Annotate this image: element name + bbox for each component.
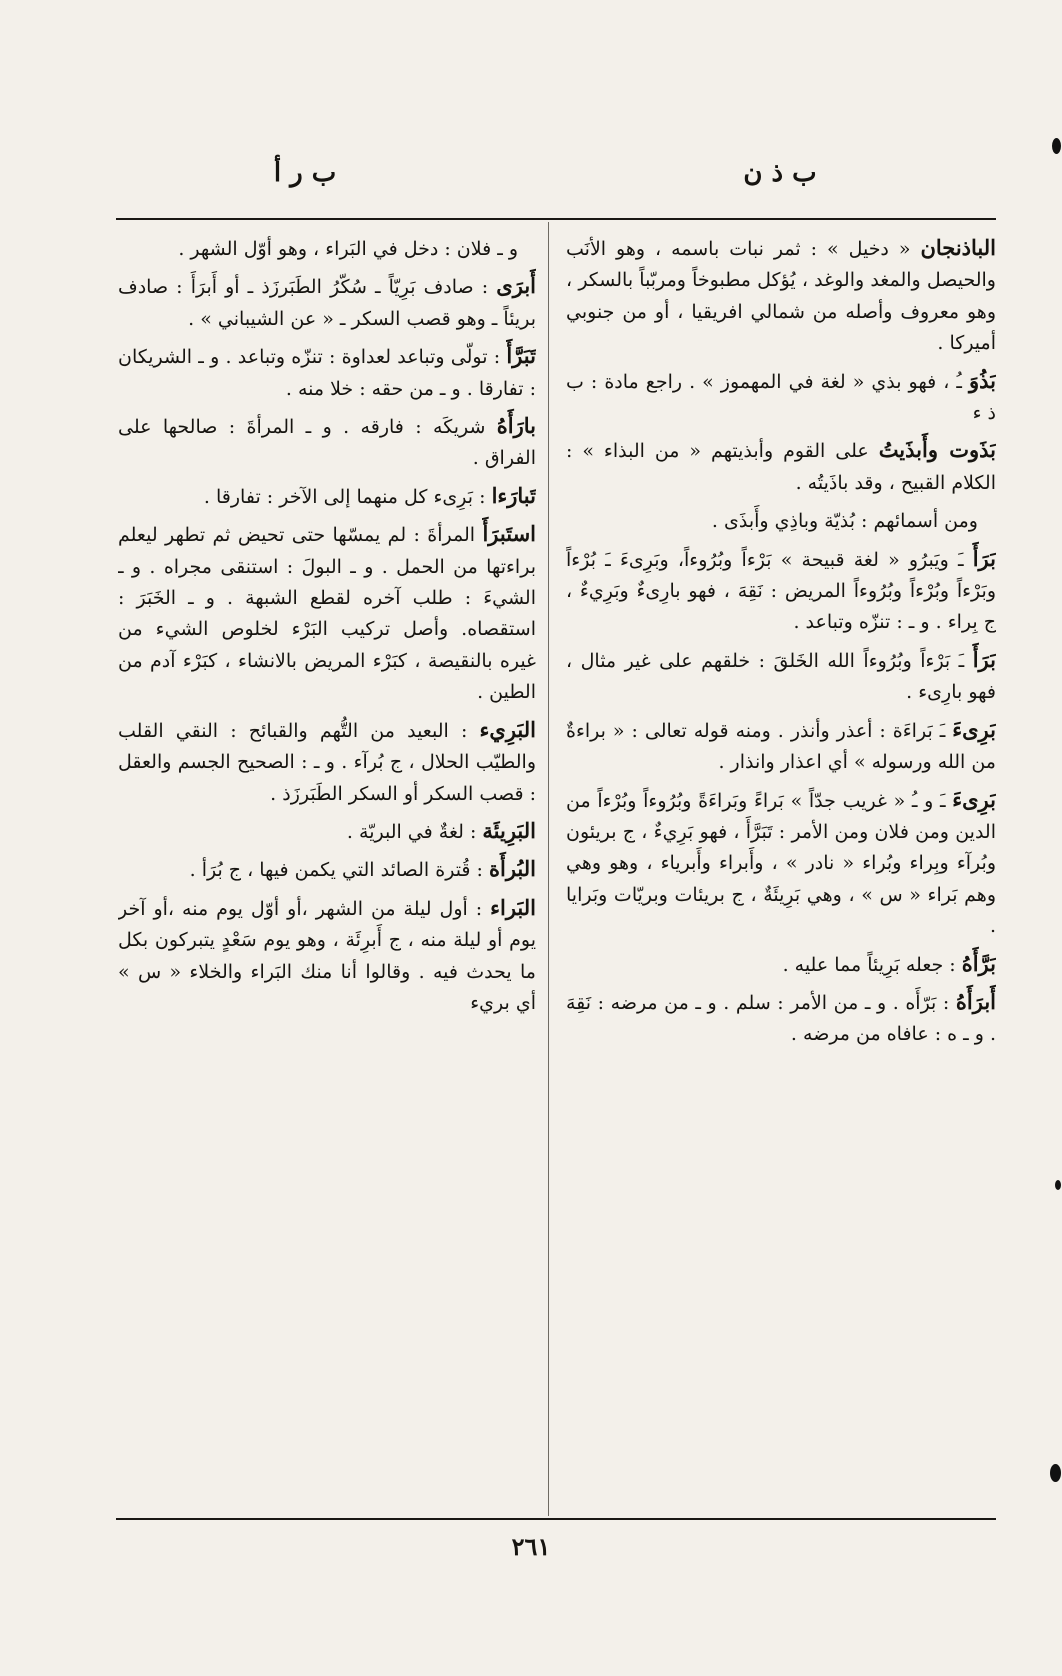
dictionary-entry [118, 232, 536, 265]
entry-headword: البَرِيئَة [482, 817, 536, 843]
entry-definition: و ـ فلان : دخل في البَراء ، وهو أوّل الشهر . [178, 238, 518, 260]
dictionary-entry [566, 714, 996, 779]
entry-headword: الباذنجان [920, 235, 996, 260]
dictionary-entry [566, 986, 996, 1051]
dictionary-entry [566, 644, 996, 709]
dictionary-entry [566, 948, 996, 981]
left-column-header: ب ر أ [273, 158, 337, 188]
entry-definition: : بَرِىء كل منهما إلى الآخر : تفارقا . [203, 485, 492, 508]
entry-definition: : بَرّأَه . و ـ من الأمر : سلم . و ـ من مرضه : نَقِهَ . و ـ ه : عافاه من مرضه . [566, 991, 996, 1046]
dictionary-entry [118, 892, 536, 1020]
entry-definition: على القوم وأبذيتهم « من البذاء » : الكلام القبيح ، وقد باذَيتُه . [566, 440, 996, 494]
dictionary-entry [566, 504, 996, 537]
entry-definition: : قُترة الصائد التي يكمن فيها ، ج بُرَأ . [189, 859, 489, 882]
dictionary-entry [566, 365, 996, 430]
entry-headword: استَبرَأَ [482, 521, 536, 547]
dictionary-entry [118, 340, 536, 405]
left-column [118, 232, 536, 1512]
entry-headword: أَبرَى [496, 273, 536, 299]
entry-definition: المرأةَ : لم يمسّها حتى تحيض ثم تطهر ليعلم براءتها من الحمل . و ـ البولَ : استنقى مجراه . و ـ الشيءَ : طلب آخره لقطع الشبهة . و ـ الخَبَرَ : استقصاه. وأصل تركيب البَرْء لخلوص الشيء من غيره بالنقيصة ، كبَرْء المريض بالانشاء ، كبَرْء آدم من الطين . [118, 524, 536, 704]
right-column-header: ب ذ ن [743, 158, 817, 188]
entry-headword: أَبرَأَهُ [955, 988, 996, 1014]
entry-definition: ـَ بَراءَة : أعذر وأنذر . ومنه قوله تعالى : « براءةٌ من الله ورسوله » أي اعذار وانذار . [566, 719, 996, 774]
dictionary-entry [118, 480, 536, 513]
entry-definition: : لغةٌ في البريّة . [346, 820, 483, 843]
dictionary-entry [118, 518, 536, 708]
dictionary-entry [118, 410, 536, 475]
dictionary-entry [566, 232, 996, 360]
scan-edge-mark [1050, 1464, 1061, 1482]
entry-headword: بَرِىءَ [952, 786, 996, 812]
entry-definition: ـَ ويَبرُو « لغة قبيحة » بَرْءاً وبُرُوءاً، وبَرِىءَ ـَ بُرْءاً وبَرْءاً وبُرْءاً وبُرُوءاً المريض : نَقِهَ ، فهو بارِىءٌ وبَرِيءٌ ، ج بِراء . و ـ : تنزّه وتباعد . [566, 548, 996, 634]
dictionary-entry [118, 270, 536, 335]
entry-definition: : البعيد من التُّهم والقبائح : النقي القلب والطيّب الحلال ، ج بُرآء . و ـ : الصحيح الجسم والعقل : قصب السكر أو السكر الطَبَرزَذ . [118, 719, 536, 805]
entry-headword: البَرِيء [479, 716, 536, 742]
top-rule [116, 218, 996, 220]
entry-headword: البُرأَة [489, 856, 536, 882]
entry-definition: : تولّى وتباعد لعداوة : تنزّه وتباعد . و ـ الشريكان : تفارقا . و ـ من حقه : خلا منه . [118, 346, 536, 400]
entry-headword: بَرَأَ [972, 545, 996, 571]
entry-headword: بَرَأَ [972, 646, 996, 672]
dictionary-entry [566, 784, 996, 943]
entry-definition: ومن أسمائهم : بُذيّة وباذِي وأَبذَى . [711, 510, 978, 533]
column-divider [548, 222, 549, 1516]
dictionary-entry [118, 853, 536, 886]
dictionary-entry [118, 815, 536, 848]
entry-definition: : صادف بَرِيّاً ـ سُكّرُ الطَبَرزَذ ـ أو أَبرَأَ : صادف بريئاً ـ وهو قصب السكر ـ « عن الشيباني » . [118, 276, 536, 330]
entry-definition: ـُ ، فهو بذي « لغة في المهموز » . راجع مادة : ب ذ ء [566, 370, 996, 425]
entry-headword: بَرَّأَهُ [961, 950, 996, 976]
entry-definition: : جعله بَرِيئاً مما عليه . [782, 953, 962, 976]
dictionary-entry [118, 714, 536, 810]
entry-headword: بَرِىءَ [952, 716, 996, 742]
entry-headword: بارَأَهُ [496, 413, 536, 439]
entry-headword: تَبارَءا [491, 482, 536, 508]
dictionary-entry [566, 434, 996, 499]
dictionary-entry [566, 543, 996, 639]
entry-definition: شريكَه : فارقه . و ـ المرأةَ : صالحها على الفراق . [118, 416, 536, 470]
scan-edge-mark [1055, 1180, 1061, 1190]
entry-definition: « دخيل » : ثمر نبات باسمه ، وهو الأنَب والحيصل والمغد والوغد ، يُؤكل مطبوخاً ومربّباً بالسكر ، وهو معروف وأصله من شمالي افريقيا ، أو من جنوبي أميركا . [566, 238, 996, 355]
entry-headword: بَذَوت وأَبذَيتُ [878, 437, 996, 463]
entry-headword: البَراء [490, 894, 536, 920]
entry-definition: : أول ليلة من الشهر ،أو أوّل يوم منه ،أو آخر يوم أو ليلة منه ، ج أَبرِئَة ، وهو يوم سَعْدٍ يتبركون بكل ما يحدث فيه . وقالوا أنا منك البَراء والخلاء « س » أي بريء [118, 897, 536, 1014]
page-number: ٢٦١ [511, 1532, 551, 1561]
bottom-rule [116, 1518, 996, 1520]
entry-definition: ـَ و ـُ « غريب جدّاً » بَراءً وبَراءَةً وبُرُوءاً وبُرْءاً من الدين ومن فلان ومن الأمر : تَبَرَّأَ ، فهو بَرِيءٌ ، ج بريئون وبُرآء وبِراء وبُراء « نادر » ، وأَبراء وأَبرياء ، وهو وهي وهم بَراء « س » ، وهي بَرِيئَةٌ ، ج بريئات وبريّات وبَرايا . [566, 789, 996, 938]
entry-headword: تَبَرَّأَ [506, 343, 536, 369]
entry-headword: بَذُوَ [968, 367, 996, 393]
right-column [566, 232, 996, 1512]
scan-edge-mark [1052, 138, 1061, 154]
entry-definition: ـَ بَرْءاً وبُرُوءاً الله الخَلقَ : خلقهم على غير مثال ، فهو بارِىء . [566, 649, 996, 704]
